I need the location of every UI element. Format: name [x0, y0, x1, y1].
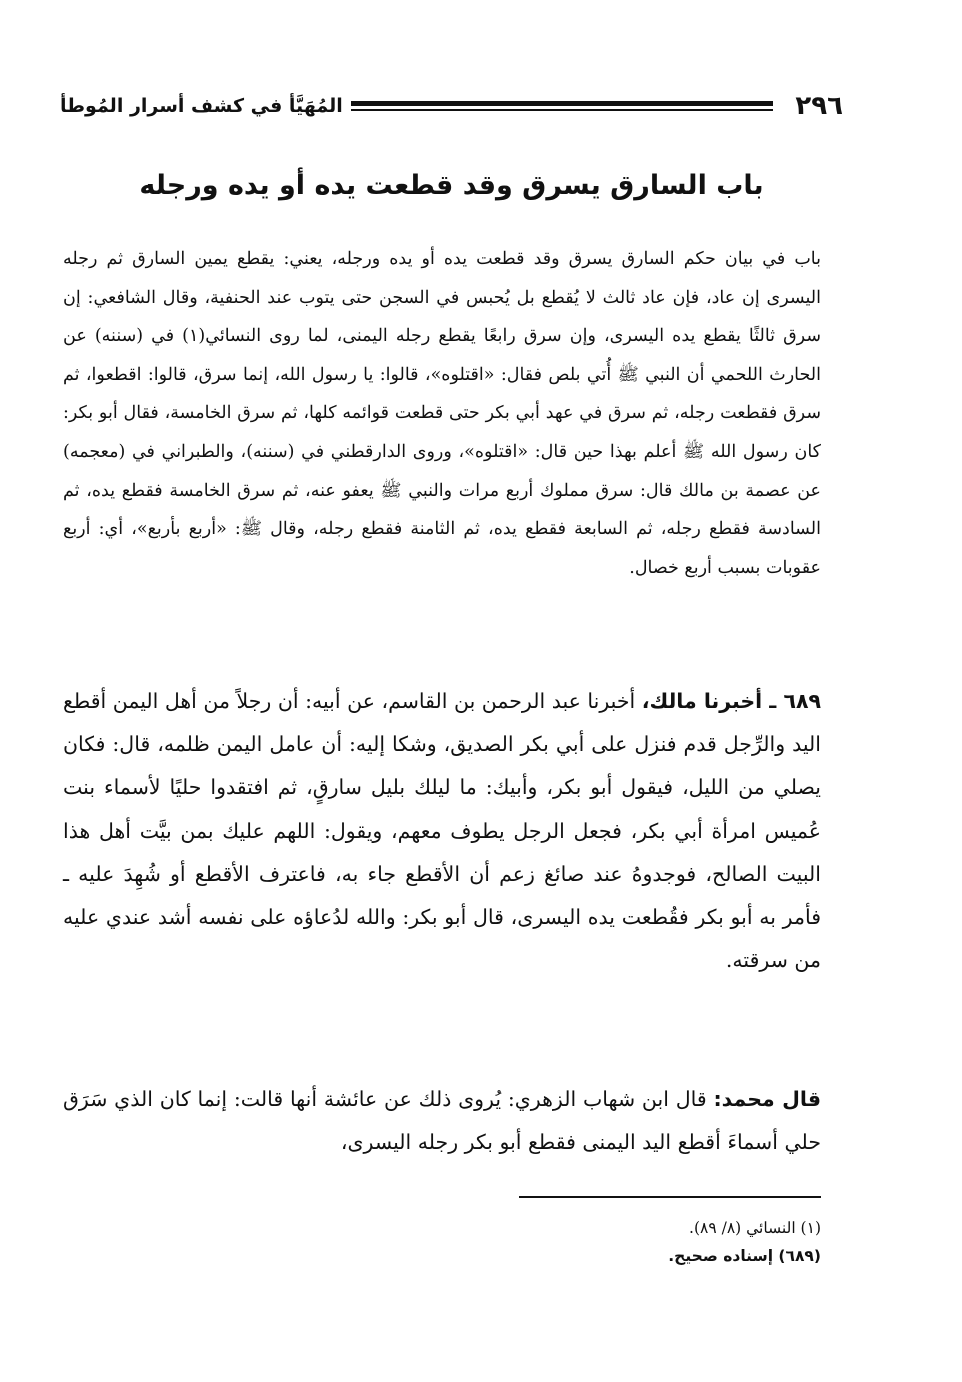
commentary-text: قال ابن شهاب الزهري: يُروى ذلك عن عائشة أنها قالت: إنما كان الذي سَرَق حلي أسماءَ أقطع اليد اليمنى فقطع أبو بكر رجله اليسرى،: [63, 1087, 821, 1155]
commentary-paragraph: [63, 1078, 821, 1164]
page-header: [60, 86, 843, 126]
hadith-paragraph: [63, 680, 821, 982]
commentary-lead: قال محمد:: [713, 1087, 821, 1111]
header-rule-thick: [351, 101, 774, 106]
hadith-number-lead: ٦٨٩ ـ أخبرنا مالك،: [641, 689, 821, 713]
footnote-separator: [519, 1196, 821, 1198]
hadith-text: أخبرنا عبد الرحمن بن القاسم، عن أبيه: أن رجلاً من أهل اليمن أقطع اليد والرِّجل قدم فنزل على أبي بكر الصديق، وشكا إليه: أن عامل اليمن ظلمه، قال: فكان يصلي من الليل، فيقول أبو بكر، وأبيك: ما ليلك بليل سارقٍ، ثم افتقدوا حليًا لأسماء بنت عُميس امرأة أبي بكر، فجعل الرجل يطوف معهم، ويقول: اللهم عليك بمن بيَّت أهل هذا البيت الصالح، فوجدوهُ عند صائغ زعم أن الأقطع جاء به، فاعترف الأقطع أو شُهِدَ عليه ـ فأمر به أبو بكر فقُطعت يده اليسرى، قال أبو بكر: والله لدُعاؤه على نفسه أشد عندي عليه من سرقته.: [63, 689, 821, 973]
footnotes: [400, 1214, 821, 1270]
footnote-689: (٦٨٩) إسناده صحيح.: [668, 1247, 821, 1265]
header-rule: [351, 101, 774, 111]
header-rule-thin: [351, 109, 774, 111]
page-number: ٢٩٦: [795, 91, 843, 121]
footnote-1: (١) النسائي (٨/ ٨٩).: [689, 1219, 821, 1237]
chapter-title: باب السارق يسرق وقد قطعت يده أو يده ورجله: [139, 170, 764, 201]
intro-paragraph: باب في بيان حكم السارق يسرق وقد قطعت يده أو يده ورجله، يعني: يقطع يمين السارق ثم رجله اليسرى إن عاد، فإن عاد ثالث لا يُقطع بل يُحبس في السجن حتى يتوب عند الحنفية، وقال الشافعي: إن سرق ثالثًا يقطع يده اليسرى، وإن سرق رابعًا يقطع رجله اليمنى، لما روى النسائي(١) في (سننه) عن الحارث اللحمي أن النبي ﷺ أُتي بلص فقال: «اقتلوه»، قالوا: يا رسول الله، إنما سرق، قالوا: اقطعوا، ثم سرق فقطعت رجله، ثم سرق في عهد أبي بكر حتى قطعت قوائمه كلها، ثم سرق الخامسة، فقال أبو بكر: كان رسول الله ﷺ أعلم بهذا حين قال: «اقتلوه»، وروى الدارقطني في (سننه)، والطبراني في (معجمه) عن عصمة بن مالك قال: سرق مملوك أربع مرات والنبي ﷺ يعفو عنه، ثم سرق الخامسة فقطع يده، ثم السادسة فقطع رجله، ثم السابعة فقطع يده، ثم الثامنة فقطع رجله، وقال ﷺ: «أربع بأربع»، أي: أربع عقوبات بسبب أربع خصال.: [63, 249, 821, 578]
book-title: المُهَيَّأ في كشف أسرار المُوطأ: [60, 95, 343, 117]
